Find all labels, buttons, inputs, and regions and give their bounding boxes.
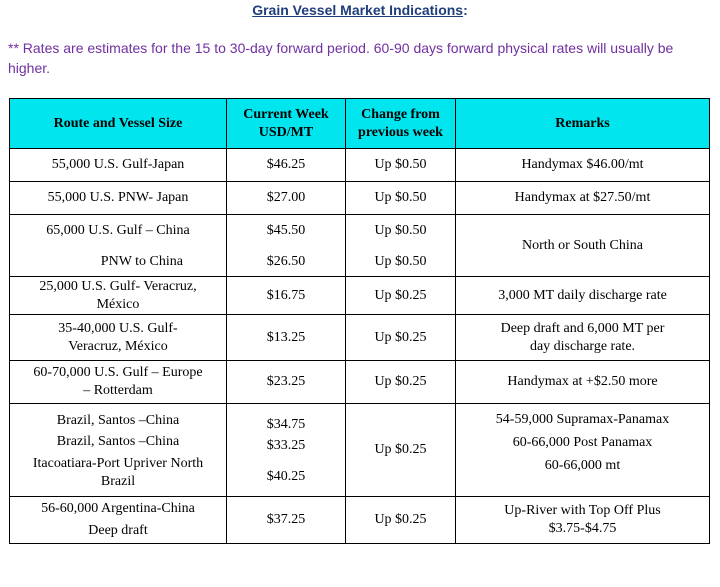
page-title — [0, 2, 720, 18]
rates-note: ** Rates are estimates for the 15 to 30-day forward period. 60-90 days forward physical rates will usually be higher. — [8, 40, 674, 76]
remarks-cell: Handymax at +$2.50 more — [456, 361, 710, 404]
remarks-cell — [456, 315, 710, 361]
route-line1: 56-60,000 Argentina-China — [41, 501, 195, 516]
remarks-post-panamax: 60-66,000 Post Panamax — [512, 435, 653, 450]
route-line1: 60-70,000 U.S. Gulf – Europe — [33, 365, 203, 380]
rate-pnw-china: $26.50 — [266, 253, 306, 269]
rate-cell: $27.00 — [227, 182, 346, 215]
rate-cell: $23.25 — [227, 361, 346, 404]
title-text: Grain Vessel Market Indications — [252, 2, 464, 18]
route-itacoatiara-brazil: Brazil — [100, 473, 136, 489]
change-gulf-china: Up $0.50 — [374, 222, 427, 238]
rate-santos-2: $33.25 — [266, 438, 306, 453]
header-current-line1: Current Week — [243, 106, 329, 122]
header-row — [10, 99, 710, 149]
route-cell — [10, 497, 227, 544]
route-cell — [10, 315, 227, 361]
grain-vessel-rates-table — [9, 98, 710, 544]
change-cell: Up $0.25 — [346, 277, 456, 315]
table-row — [10, 182, 710, 215]
change-cell: Up $0.25 — [346, 404, 456, 497]
remarks-supramax: 54-59,000 Supramax-Panamax — [495, 412, 670, 427]
route-cell: 55,000 U.S. Gulf-Japan — [10, 149, 227, 182]
change-cell: Up $0.50 — [346, 182, 456, 215]
route-line2: México — [96, 296, 140, 312]
route-line2: – Rotterdam — [83, 383, 153, 398]
rate-santos-1: $34.75 — [266, 417, 306, 432]
route-line2: Deep draft — [88, 523, 148, 538]
rate-cell: $46.25 — [227, 149, 346, 182]
remarks-line2: $3.75-$4.75 — [548, 521, 617, 536]
route-line2: Veracruz, México — [68, 338, 168, 354]
rate-gulf-china: $45.50 — [266, 222, 306, 238]
title-colon: : — [463, 2, 468, 18]
route-cell — [10, 404, 227, 497]
route-santos-1: Brazil, Santos –China — [56, 412, 180, 428]
change-pnw-china: Up $0.50 — [374, 253, 427, 269]
header-current-week — [227, 99, 346, 149]
rate-cell — [227, 215, 346, 277]
table-row — [10, 497, 710, 544]
change-cell: Up $0.25 — [346, 497, 456, 544]
table-row — [10, 315, 710, 361]
remarks-line2: day discharge rate. — [529, 338, 636, 354]
rate-cell: $37.25 — [227, 497, 346, 544]
header-remarks — [456, 99, 710, 149]
route-cell: 55,000 U.S. PNW- Japan — [10, 182, 227, 215]
route-line1: 25,000 U.S. Gulf- Veracruz, — [39, 278, 197, 294]
route-gulf-china: 65,000 U.S. Gulf – China — [46, 222, 190, 238]
remarks-line1: Up-River with Top Off Plus — [504, 503, 661, 518]
route-pnw-china: PNW to China — [100, 253, 183, 269]
remarks-cell: North or South China — [456, 215, 710, 277]
route-cell — [10, 277, 227, 315]
remarks-cell — [456, 497, 710, 544]
change-cell: Up $0.25 — [346, 315, 456, 361]
route-santos-2: Brazil, Santos –China — [56, 433, 180, 449]
header-route — [10, 99, 227, 149]
table-row — [10, 361, 710, 404]
table-row — [10, 277, 710, 315]
remarks-line1: Deep draft and 6,000 MT per — [500, 320, 665, 336]
table-row — [10, 215, 710, 277]
remarks-cell — [456, 404, 710, 497]
remarks-tonnage: 60-66,000 mt — [544, 458, 621, 473]
rate-cell: $16.75 — [227, 277, 346, 315]
header-current-line2: USD/MT — [258, 124, 314, 140]
header-route-label: Route and Vessel Size — [53, 115, 183, 131]
remarks-cell: 3,000 MT daily discharge rate — [456, 277, 710, 315]
header-change-line1: Change from — [361, 106, 440, 122]
route-cell — [10, 361, 227, 404]
route-cell — [10, 215, 227, 277]
header-remarks-label: Remarks — [555, 115, 610, 131]
change-cell — [346, 215, 456, 277]
rate-cell — [227, 404, 346, 497]
rate-cell: $13.25 — [227, 315, 346, 361]
change-cell: Up $0.50 — [346, 149, 456, 182]
header-change — [346, 99, 456, 149]
route-itacoatiara: Itacoatiara-Port Upriver North — [32, 455, 204, 471]
route-line1: 35-40,000 U.S. Gulf- — [58, 320, 178, 336]
table-row — [10, 149, 710, 182]
header-change-line2: previous week — [358, 124, 443, 140]
table-row — [10, 404, 710, 497]
change-cell: Up $0.25 — [346, 361, 456, 404]
remarks-cell: Handymax at $27.50/mt — [456, 182, 710, 215]
rate-itacoatiara: $40.25 — [266, 469, 306, 484]
remarks-cell: Handymax $46.00/mt — [456, 149, 710, 182]
